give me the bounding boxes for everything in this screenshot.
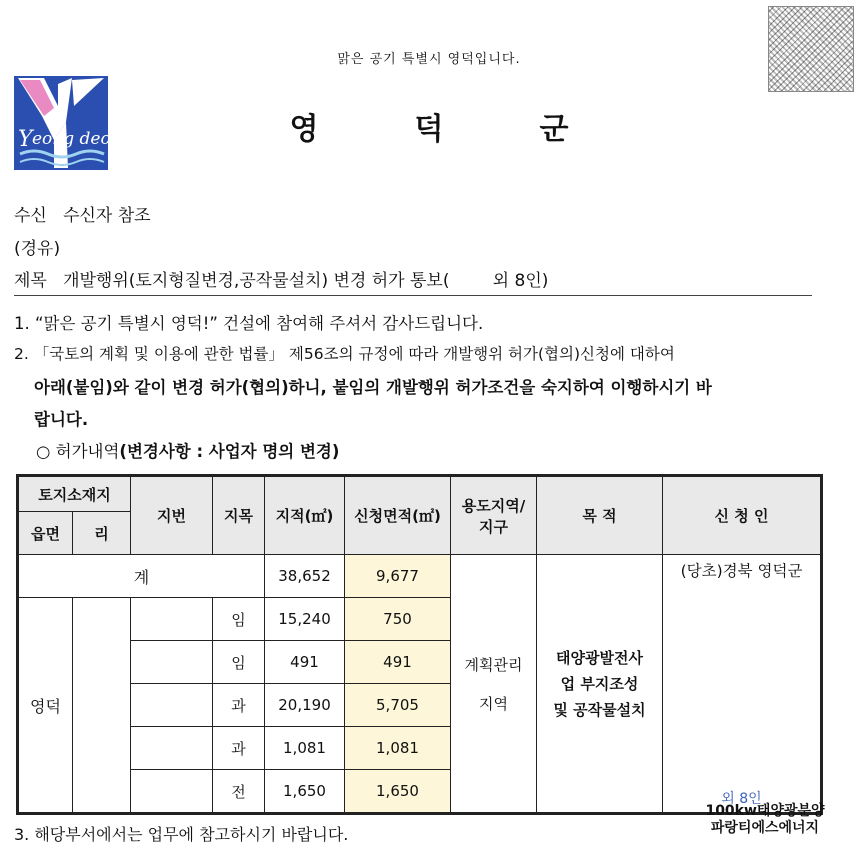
jibeon-cell (131, 641, 213, 684)
header-jibeon: 지번 (131, 477, 213, 555)
paragraph-3: 3. 해당부서에서는 업무에 참고하시기 바랍니다. (14, 825, 349, 844)
circle-bullet-icon: ○ (36, 442, 51, 461)
total-area: 38,652 (265, 555, 345, 598)
applied-area-cell: 491 (345, 641, 451, 684)
recipient-value: 수신자 참조 (63, 206, 151, 226)
stamp-line: 100kw태양광분양 (705, 803, 825, 819)
subject-divider (14, 295, 812, 296)
subject-line (14, 266, 548, 291)
applicant-cell (663, 555, 821, 813)
header-area: 지적(㎡) (265, 477, 345, 555)
purpose-line: 및 공작물설치 (553, 700, 646, 719)
slogan: 맑은 공기 특별시 영덕입니다. (337, 52, 521, 67)
area-cell: 1,081 (265, 727, 345, 770)
area-cell: 20,190 (265, 684, 345, 727)
jibeon-cell (131, 684, 213, 727)
area-cell: 491 (265, 641, 345, 684)
applied-area-cell: 1,650 (345, 770, 451, 813)
purpose-line: 태양광발전사 (556, 648, 643, 667)
permit-table (18, 476, 821, 813)
header-ri: 리 (73, 512, 131, 555)
header-location: 토지소재지 (19, 477, 131, 512)
applied-area-cell: 1,081 (345, 727, 451, 770)
total-label: 계 (19, 555, 265, 598)
total-applied-area: 9,677 (345, 555, 451, 598)
area-cell: 1,650 (265, 770, 345, 813)
logo-text: eong deok (32, 129, 122, 149)
paragraph-1: 1. “맑은 공기 특별시 영덕!” 건설에 참여해 주셔서 감사드립니다. (14, 314, 484, 333)
recipient-label: 수신 (14, 206, 47, 226)
title-char: 영 (289, 112, 319, 147)
permit-table-wrapper (16, 474, 823, 815)
applied-area-cell: 750 (345, 598, 451, 641)
title-char: 덕 (414, 112, 444, 147)
via-line: (경유) (14, 239, 61, 259)
eupmyeon-value: 영덕 (19, 598, 73, 813)
jimok-cell: 임 (213, 598, 265, 641)
paragraph-2-line-3: 랍니다. (34, 410, 89, 429)
jimok-cell: 과 (213, 684, 265, 727)
section-heading (36, 438, 339, 462)
subject-value: 개발행위(토지형질변경,공작물설치) 변경 허가 통보( 외 8인) (63, 271, 549, 291)
page-title (0, 104, 858, 148)
header-applied-area: 신청면적(㎡) (345, 477, 451, 555)
zone-value-line: 지역 (479, 694, 508, 713)
zone-value-line: 계획관리 (464, 655, 523, 674)
header-zone: 용도지역/ 지구 (451, 477, 537, 555)
purpose-line: 업 부지조성 (560, 674, 639, 693)
watermark-stamp (690, 803, 840, 837)
header-applicant: 신 청 인 (663, 477, 821, 555)
applicant-value: (당초)경북 영덕군 (680, 562, 803, 580)
qr-code-icon (768, 6, 854, 92)
ri-value (73, 598, 131, 813)
section-change-note: (변경사항 : 사업자 명의 변경) (119, 442, 340, 461)
recipient-line (14, 201, 151, 226)
header-jimok: 지목 (213, 477, 265, 555)
jimok-cell: 전 (213, 770, 265, 813)
applied-area-cell: 5,705 (345, 684, 451, 727)
stamp-line: 파랑티에스에너지 (710, 820, 820, 836)
jibeon-cell (131, 770, 213, 813)
header-purpose: 목 적 (537, 477, 663, 555)
jimok-cell: 과 (213, 727, 265, 770)
paragraph-2-line-2: 아래(붙임)와 같이 변경 허가(협의)하니, 붙임의 개발행위 허가조건을 숙지하여 이행하시기 바 (34, 378, 712, 397)
applicant-others: 외 8인 (721, 791, 762, 807)
jibeon-cell (131, 598, 213, 641)
logo-y-letter: Y (18, 127, 33, 152)
paragraph-2-line-1: 2. 「국토의 계획 및 이용에 관한 법률」 제56조의 규정에 따라 개발행위 허가(협의)신청에 대하여 (14, 345, 675, 363)
zone-cell (451, 555, 537, 813)
header-eupmyeon: 읍면 (19, 512, 73, 555)
section-label: 허가내역 (55, 442, 120, 461)
subject-label: 제목 (14, 271, 47, 291)
area-cell: 15,240 (265, 598, 345, 641)
jibeon-cell (131, 727, 213, 770)
jimok-cell: 임 (213, 641, 265, 684)
title-char: 군 (539, 112, 569, 147)
purpose-cell (537, 555, 663, 813)
